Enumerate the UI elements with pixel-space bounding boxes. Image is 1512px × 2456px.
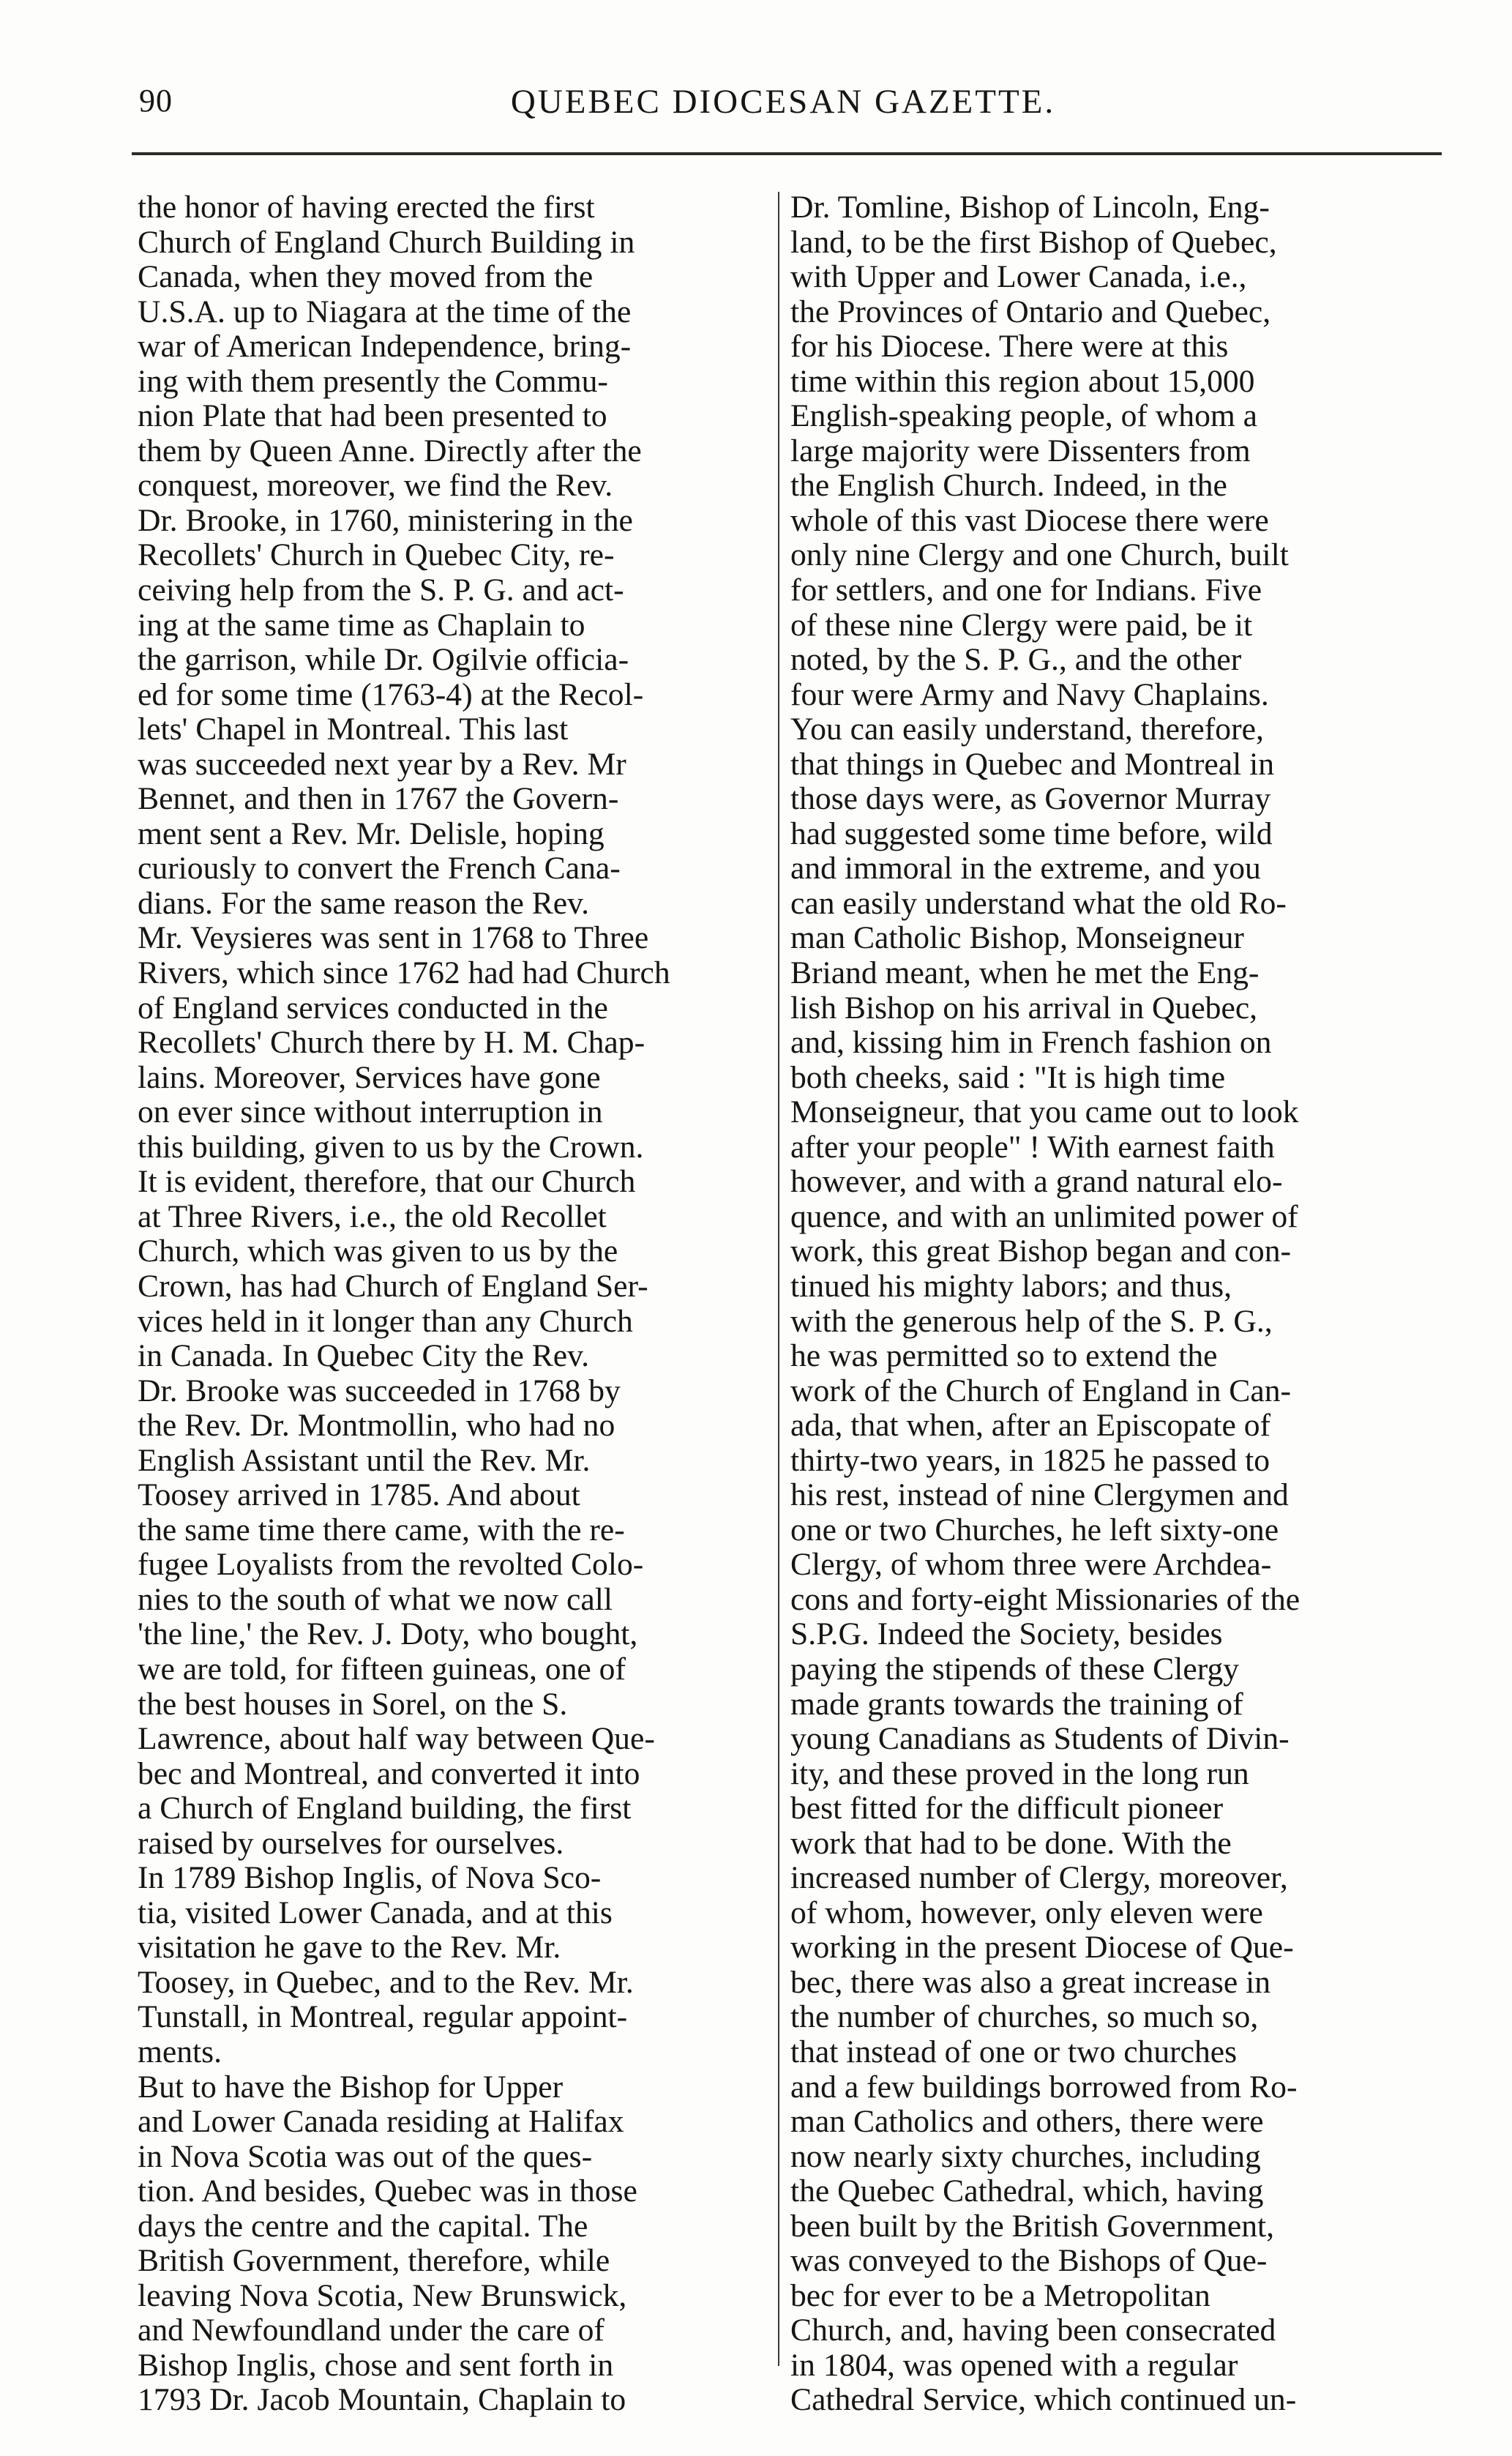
text-line: and a few buildings borrowed from Ro- xyxy=(790,2069,1298,2105)
text-line: nies to the south of what we now call xyxy=(138,1581,613,1617)
text-line: he was permitted so to extend the xyxy=(790,1338,1218,1374)
text-line: vices held in it longer than any Church xyxy=(138,1303,633,1339)
text-line: war of American Independence, bring- xyxy=(138,329,632,365)
text-line: made grants towards the training of xyxy=(790,1686,1243,1722)
text-line: the Provinces of Ontario and Quebec, xyxy=(790,294,1271,329)
text-line: 1793 Dr. Jacob Mountain, Chaplain to xyxy=(138,2382,626,2418)
text-line: for settlers, and one for Indians. Five xyxy=(790,572,1262,608)
text-line: the same time there came, with the re- xyxy=(138,1512,625,1548)
text-line: of England services conducted in the xyxy=(138,990,608,1026)
text-line: Bishop Inglis, chose and sent forth in xyxy=(138,2347,614,2383)
text-line: in Canada. In Quebec City the Rev. xyxy=(138,1338,589,1374)
text-line: Clergy, of whom three were Archdea- xyxy=(790,1547,1272,1583)
text-line: bec for ever to be a Metropolitan xyxy=(790,2277,1210,2313)
text-line: now nearly sixty churches, including xyxy=(790,2138,1261,2174)
text-line: the Quebec Cathedral, which, having xyxy=(790,2173,1264,2209)
text-line: nion Plate that had been presented to xyxy=(138,398,607,434)
text-line: bec and Montreal, and converted it into xyxy=(138,1755,640,1791)
text-line: in Nova Scotia was out of the ques- xyxy=(138,2138,593,2174)
text-line: was succeeded next year by a Rev. Mr xyxy=(138,746,626,782)
text-line: Briand meant, when he met the Eng- xyxy=(790,955,1260,991)
text-line: man Catholic Bishop, Monseigneur xyxy=(790,920,1244,956)
text-line: Cathedral Service, which continued un- xyxy=(790,2382,1297,2418)
text-line: young Canadians as Students of Divin- xyxy=(790,1721,1290,1757)
text-line: this building, given to us by the Crown. xyxy=(138,1129,644,1165)
header-rule xyxy=(132,152,1442,155)
text-line: Church, which was given to us by the xyxy=(138,1233,618,1269)
text-line: Church, and, having been consecrated xyxy=(790,2313,1276,2348)
text-line: Mr. Veysieres was sent in 1768 to Three xyxy=(138,920,649,956)
text-line: ing with them presently the Commu- xyxy=(138,363,608,399)
text-line: leaving Nova Scotia, New Brunswick, xyxy=(138,2277,627,2313)
text-line: days the centre and the capital. The xyxy=(138,2208,588,2244)
text-line: U.S.A. up to Niagara at the time of the xyxy=(138,294,632,329)
text-line: paying the stipends of these Clergy xyxy=(790,1651,1240,1687)
text-line: ment sent a Rev. Mr. Delisle, hoping xyxy=(138,815,605,851)
text-line: S.P.G. Indeed the Society, besides xyxy=(790,1616,1223,1652)
text-line: the garrison, while Dr. Ogilvie officia- xyxy=(138,642,629,678)
text-line: tia, visited Lower Canada, and at this xyxy=(138,1895,613,1930)
text-line: Toosey arrived in 1785. And about xyxy=(138,1477,580,1513)
text-line: work that had to be done. With the xyxy=(790,1825,1232,1861)
text-line: lets' Chapel in Montreal. This last xyxy=(138,712,569,747)
text-line: thirty-two years, in 1825 he passed to xyxy=(790,1442,1270,1478)
running-title: QUEBEC DIOCESAN GAZETTE. xyxy=(510,83,1056,121)
text-line: Toosey, in Quebec, and to the Rev. Mr. xyxy=(138,1964,634,2000)
text-line: with the generous help of the S. P. G., xyxy=(790,1303,1273,1339)
text-line: large majority were Dissenters from xyxy=(790,433,1251,469)
text-line: bec, there was also a great increase in xyxy=(790,1964,1270,2000)
text-line: Dr. Brooke was succeeded in 1768 by xyxy=(138,1373,621,1408)
text-line: Tunstall, in Montreal, regular appoint- xyxy=(138,1999,628,2035)
text-line: British Government, therefore, while xyxy=(138,2243,610,2279)
text-line: a Church of England building, the first xyxy=(138,1791,632,1826)
text-line: however, and with a grand natural elo- xyxy=(790,1164,1283,1200)
text-line: English-speaking people, of whom a xyxy=(790,398,1258,434)
text-line: ada, that when, after an Episcopate of xyxy=(790,1408,1271,1444)
text-line: Dr. Brooke, in 1760, ministering in the xyxy=(138,502,633,538)
text-line: can easily understand what the old Ro- xyxy=(790,885,1287,921)
text-line: fugee Loyalists from the revolted Colo- xyxy=(138,1547,644,1583)
text-line: In 1789 Bishop Inglis, of Nova Sco- xyxy=(138,1860,602,1896)
text-line: was conveyed to the Bishops of Que- xyxy=(790,2243,1268,2279)
text-line: four were Army and Navy Chaplains. xyxy=(790,676,1269,712)
text-line: for his Diocese. There were at this xyxy=(790,329,1229,365)
text-line: had suggested some time before, wild xyxy=(790,815,1273,851)
text-line: land, to be the first Bishop of Quebec, xyxy=(790,224,1277,260)
text-line: in 1804, was opened with a regular xyxy=(790,2347,1238,2383)
text-line: ed for some time (1763-4) at the Recol- xyxy=(138,676,644,712)
text-line: increased number of Clergy, moreover, xyxy=(790,1860,1288,1896)
text-line: both cheeks, said : "It is high time xyxy=(790,1059,1226,1095)
text-line: Lawrence, about half way between Que- xyxy=(138,1721,655,1757)
column-divider xyxy=(778,192,779,2366)
text-line: English Assistant until the Rev. Mr. xyxy=(138,1442,591,1478)
left-column xyxy=(138,190,771,2418)
text-line: and Newfoundland under the care of xyxy=(138,2313,605,2348)
text-line: the English Church. Indeed, in the xyxy=(790,468,1227,504)
text-line: work, this great Bishop began and con- xyxy=(790,1233,1292,1269)
text-line: Rivers, which since 1762 had had Church xyxy=(138,955,670,991)
text-line: working in the present Diocese of Que- xyxy=(790,1930,1294,1966)
text-line: of whom, however, only eleven were xyxy=(790,1895,1263,1930)
text-line: But to have the Bishop for Upper xyxy=(138,2069,564,2105)
text-line: Monseigneur, that you came out to look xyxy=(790,1094,1299,1130)
text-line: of these nine Clergy were paid, be it xyxy=(790,607,1253,643)
page-header xyxy=(139,82,1427,141)
text-line: those days were, as Governor Murray xyxy=(790,781,1271,817)
text-line: tion. And besides, Quebec was in those xyxy=(138,2173,637,2209)
text-line: Canada, when they moved from the xyxy=(138,259,594,295)
text-line: Bennet, and then in 1767 the Govern- xyxy=(138,781,619,817)
text-line: cons and forty-eight Missionaries of the xyxy=(790,1581,1300,1617)
text-line: Recollets' Church in Quebec City, re- xyxy=(138,537,615,573)
text-line: we are told, for fifteen guineas, one of xyxy=(138,1651,626,1687)
text-line: been built by the British Government, xyxy=(790,2208,1275,2244)
text-line: raised by ourselves for ourselves. xyxy=(138,1825,564,1861)
text-line: Church of England Church Building in xyxy=(138,224,635,260)
text-line: dians. For the same reason the Rev. xyxy=(138,885,590,921)
text-line: and, kissing him in French fashion on xyxy=(790,1025,1272,1061)
text-line: ing at the same time as Chaplain to xyxy=(138,607,585,643)
text-line: with Upper and Lower Canada, i.e., xyxy=(790,259,1247,295)
text-line: ceiving help from the S. P. G. and act- xyxy=(138,572,624,608)
text-line: the Rev. Dr. Montmollin, who had no xyxy=(138,1408,615,1444)
text-line: 'the line,' the Rev. J. Doty, who bought, xyxy=(138,1616,638,1652)
text-line: work of the Church of England in Can- xyxy=(790,1373,1292,1408)
text-line: them by Queen Anne. Directly after the xyxy=(138,433,642,469)
text-line: whole of this vast Diocese there were xyxy=(790,502,1269,538)
text-line: ity, and these proved in the long run xyxy=(790,1755,1249,1791)
text-line: the best houses in Sorel, on the S. xyxy=(138,1686,568,1722)
page-number: 90 xyxy=(139,83,173,119)
text-line: after your people" ! With earnest faith xyxy=(790,1129,1275,1165)
text-line: Recollets' Church there by H. M. Chap- xyxy=(138,1025,645,1061)
text-line: man Catholics and others, there were xyxy=(790,2104,1264,2140)
text-line: quence, and with an unlimited power of xyxy=(790,1198,1298,1234)
text-line: ments. xyxy=(138,2034,222,2069)
text-line: the honor of having erected the first xyxy=(138,190,595,225)
text-line: visitation he gave to the Rev. Mr. xyxy=(138,1930,561,1966)
text-line: Crown, has had Church of England Ser- xyxy=(138,1268,648,1304)
text-line: You can easily understand, therefore, xyxy=(790,712,1264,747)
text-line: at Three Rivers, i.e., the old Recollet xyxy=(138,1198,607,1234)
text-line: best fitted for the difficult pioneer xyxy=(790,1791,1224,1826)
text-line: lish Bishop on his arrival in Quebec, xyxy=(790,990,1258,1026)
text-line: conquest, moreover, we find the Rev. xyxy=(138,468,613,504)
text-line: curiously to convert the French Cana- xyxy=(138,851,621,887)
text-line: that things in Quebec and Montreal in xyxy=(790,746,1275,782)
text-line: Dr. Tomline, Bishop of Lincoln, Eng- xyxy=(790,190,1270,225)
text-line: and Lower Canada residing at Halifax xyxy=(138,2104,624,2140)
text-line: only nine Clergy and one Church, built xyxy=(790,537,1289,573)
text-line: the number of churches, so much so, xyxy=(790,1999,1259,2035)
text-line: one or two Churches, he left sixty-one xyxy=(790,1512,1279,1548)
text-line: on ever since without interruption in xyxy=(138,1094,603,1130)
text-line: that instead of one or two churches xyxy=(790,2034,1238,2069)
text-line: It is evident, therefore, that our Church xyxy=(138,1164,636,1200)
text-line: lains. Moreover, Services have gone xyxy=(138,1059,601,1095)
text-line: tinued his mighty labors; and thus, xyxy=(790,1268,1232,1304)
text-line: and immoral in the extreme, and you xyxy=(790,851,1261,887)
right-column xyxy=(790,190,1424,2418)
text-line: his rest, instead of nine Clergymen and xyxy=(790,1477,1289,1513)
text-line: time within this region about 15,000 xyxy=(790,363,1255,399)
text-line: noted, by the S. P. G., and the other xyxy=(790,642,1242,678)
